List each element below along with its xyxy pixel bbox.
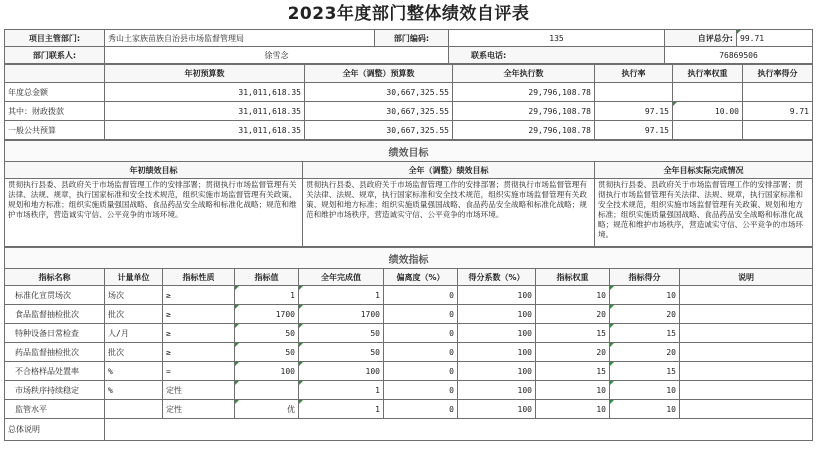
indicator-note — [680, 362, 813, 381]
ind-header-score: 指标得分 — [610, 269, 680, 286]
indicator-nature: ≥ — [163, 343, 235, 362]
indicator-dev: 0 — [384, 381, 458, 400]
indicators-section-title: 绩效指标 — [5, 248, 813, 269]
indicator-nature: ≥ — [163, 305, 235, 324]
ind-header-note: 说明 — [680, 269, 813, 286]
indicator-score: 10 — [610, 400, 680, 419]
indicator-nature: = — [163, 362, 235, 381]
indicator-coef: 100 — [458, 324, 536, 343]
goals-text-initial: 贯彻执行县委、县政府关于市场监督管理工作的安排部署；贯彻执行市场监督管理有关法律、法规、规章，执行国家标准和安全技术规范，组织实施市场监督管理有关政策、规划和地方标准；组织实施质量强国战略、食品药品安全战略和标准化战略；规范和维护市场秩序，营造诚实守信、公平竞争的市场环境。 — [5, 179, 303, 247]
budget-row-initial: 31,011,618.35 — [105, 83, 305, 102]
ind-header-unit: 计量单位 — [105, 269, 163, 286]
indicator-name: 食品监督抽检批次 — [5, 305, 105, 324]
indicator-nature: ≥ — [163, 286, 235, 305]
indicator-score: 20 — [610, 305, 680, 324]
budget-header-adjusted: 全年（调整）预算数 — [305, 65, 453, 83]
budget-row-executed: 29,796,108.78 — [453, 102, 595, 121]
indicator-target: 50 — [235, 343, 299, 362]
indicator-name: 监管水平 — [5, 400, 105, 419]
budget-row-score — [743, 121, 813, 140]
indicator-unit: 批次 — [105, 343, 163, 362]
budget-row-adjusted: 30,667,325.55 — [305, 102, 453, 121]
summary-label: 总体说明 — [5, 419, 105, 441]
indicator-unit — [105, 400, 163, 419]
indicator-row — [5, 286, 813, 305]
indicator-nature: 定性 — [163, 381, 235, 400]
indicator-row — [5, 343, 813, 362]
indicators-table — [4, 247, 813, 441]
indicator-dev: 0 — [384, 286, 458, 305]
budget-row — [5, 121, 813, 140]
budget-row-weight — [673, 121, 743, 140]
indicator-unit: 场次 — [105, 286, 163, 305]
indicator-weight: 15 — [536, 362, 610, 381]
goals-col-actual: 全年目标实际完成情况 — [595, 162, 813, 179]
indicator-row — [5, 381, 813, 400]
indicator-dev: 0 — [384, 343, 458, 362]
budget-header-score: 执行率得分 — [743, 65, 813, 83]
indicator-row — [5, 305, 813, 324]
budget-header-initial: 年初预算数 — [105, 65, 305, 83]
score-label: 自评总分: — [665, 30, 737, 47]
ind-header-coef: 得分系数（%） — [458, 269, 536, 286]
indicator-coef: 100 — [458, 305, 536, 324]
indicator-note — [680, 400, 813, 419]
contact-value: 徐雪念 — [105, 47, 449, 64]
budget-row-rate — [595, 83, 673, 102]
ind-header-done: 全年完成值 — [299, 269, 384, 286]
indicator-target — [235, 381, 299, 400]
indicator-name: 市场秩序持续稳定 — [5, 381, 105, 400]
goals-text-adjusted: 贯彻执行县委、县政府关于市场监督管理工作的安排部署；贯彻执行市场监督管理有关法律、法规、规章，执行国家标准和安全技术规范，组织实施市场监督管理有关政策、规划和地方标准；组织实施质量强国战略、食品药品安全战略和标准化战略；规范和维护市场秩序，营造诚实守信、公平竞争的市场环境。 — [303, 179, 595, 247]
ind-header-nature: 指标性质 — [163, 269, 235, 286]
header-table — [4, 29, 813, 64]
indicator-coef: 100 — [458, 286, 536, 305]
goals-table — [4, 140, 813, 247]
indicator-done: 1700 — [299, 305, 384, 324]
indicator-note — [680, 381, 813, 400]
indicator-target: 优 — [235, 400, 299, 419]
indicator-done: 100 — [299, 362, 384, 381]
budget-row-rate: 97.15 — [595, 121, 673, 140]
goals-text-actual: 贯彻执行县委、县政府关于市场监督管理工作的安排部署；贯彻执行市场监督管理有关法律、法规、规章，执行国家标准和安全技术规范，组织实施市场监督管理有关政策、规划和地方标准；组织实施质量强国战略、食品药品安全战略和标准化战略；规范和维护市场秩序，营造诚实守信、公平竞争的市场环境。 — [595, 179, 813, 247]
indicator-nature: 定性 — [163, 400, 235, 419]
budget-header-blank — [5, 65, 105, 83]
budget-row-score — [743, 83, 813, 102]
budget-row-score: 9.71 — [743, 102, 813, 121]
code-value: 135 — [449, 30, 665, 47]
indicator-coef: 100 — [458, 400, 536, 419]
indicator-name: 特种设备日常检查 — [5, 324, 105, 343]
indicator-done: 1 — [299, 381, 384, 400]
budget-header-executed: 全年执行数 — [453, 65, 595, 83]
indicator-row — [5, 324, 813, 343]
budget-row-adjusted: 30,667,325.55 — [305, 83, 453, 102]
phone-label: 联系电话: — [449, 47, 665, 64]
goals-col-initial: 年初绩效目标 — [5, 162, 303, 179]
phone-value: 76869506 — [665, 47, 813, 64]
goals-section-title: 绩效目标 — [5, 141, 813, 162]
budget-row-executed: 29,796,108.78 — [453, 121, 595, 140]
indicator-note — [680, 324, 813, 343]
indicator-dev: 0 — [384, 305, 458, 324]
indicator-weight: 20 — [536, 343, 610, 362]
summary-value — [105, 419, 813, 441]
budget-row-executed: 29,796,108.78 — [453, 83, 595, 102]
indicator-note — [680, 286, 813, 305]
budget-row-weight — [673, 83, 743, 102]
indicator-weight: 10 — [536, 286, 610, 305]
indicator-score: 10 — [610, 381, 680, 400]
budget-row-rate: 97.15 — [595, 102, 673, 121]
ind-header-dev: 偏离度（%） — [384, 269, 458, 286]
budget-row-label: 其中：财政拨款 — [5, 102, 105, 121]
indicator-coef: 100 — [458, 362, 536, 381]
budget-row-initial: 31,011,618.35 — [105, 121, 305, 140]
indicator-target: 1 — [235, 286, 299, 305]
indicator-weight: 10 — [536, 400, 610, 419]
budget-row — [5, 102, 813, 121]
budget-row-label: 一般公共预算 — [5, 121, 105, 140]
indicator-done: 1 — [299, 400, 384, 419]
indicator-target: 50 — [235, 324, 299, 343]
indicator-name: 不合格样品处置率 — [5, 362, 105, 381]
indicator-done: 50 — [299, 324, 384, 343]
indicator-done: 50 — [299, 343, 384, 362]
budget-header-weight: 执行率权重 — [673, 65, 743, 83]
ind-header-name: 指标名称 — [5, 269, 105, 286]
indicator-score: 15 — [610, 362, 680, 381]
indicator-weight: 20 — [536, 305, 610, 324]
dept-label: 项目主管部门: — [5, 30, 105, 47]
dept-value: 秀山土家族苗族自治县市场监督管理局 — [105, 30, 375, 47]
indicator-score: 15 — [610, 324, 680, 343]
goals-col-adjusted: 全年（调整）绩效目标 — [303, 162, 595, 179]
indicator-dev: 0 — [384, 400, 458, 419]
indicator-done: 1 — [299, 286, 384, 305]
indicator-coef: 100 — [458, 381, 536, 400]
indicator-unit: 人/月 — [105, 324, 163, 343]
indicator-dev: 0 — [384, 324, 458, 343]
indicator-name: 标准化宣贯场次 — [5, 286, 105, 305]
page-title: 2023年度部门整体绩效自评表 — [287, 4, 530, 24]
indicator-unit: % — [105, 362, 163, 381]
budget-table — [4, 64, 813, 140]
indicator-note — [680, 343, 813, 362]
indicator-target: 100 — [235, 362, 299, 381]
code-label: 部门编码: — [375, 30, 449, 47]
score-value: 99.71 — [737, 30, 813, 47]
indicator-target: 1700 — [235, 305, 299, 324]
indicator-dev: 0 — [384, 362, 458, 381]
indicator-unit: % — [105, 381, 163, 400]
indicator-unit: 批次 — [105, 305, 163, 324]
budget-header-rate: 执行率 — [595, 65, 673, 83]
indicator-weight: 10 — [536, 381, 610, 400]
budget-row-initial: 31,011,618.35 — [105, 102, 305, 121]
ind-header-target: 指标值 — [235, 269, 299, 286]
indicator-row — [5, 400, 813, 419]
indicator-score: 10 — [610, 286, 680, 305]
budget-row-weight: 10.00 — [673, 102, 743, 121]
ind-header-weight: 指标权重 — [536, 269, 610, 286]
contact-label: 部门联系人: — [5, 47, 105, 64]
budget-row-adjusted: 30,667,325.55 — [305, 121, 453, 140]
indicator-row — [5, 362, 813, 381]
indicator-nature: ≥ — [163, 324, 235, 343]
budget-row — [5, 83, 813, 102]
indicator-coef: 100 — [458, 343, 536, 362]
indicator-weight: 15 — [536, 324, 610, 343]
indicator-name: 药品监督抽检批次 — [5, 343, 105, 362]
indicator-score: 20 — [610, 343, 680, 362]
indicator-note — [680, 305, 813, 324]
budget-row-label: 年度总金额 — [5, 83, 105, 102]
summary-row — [5, 419, 813, 441]
